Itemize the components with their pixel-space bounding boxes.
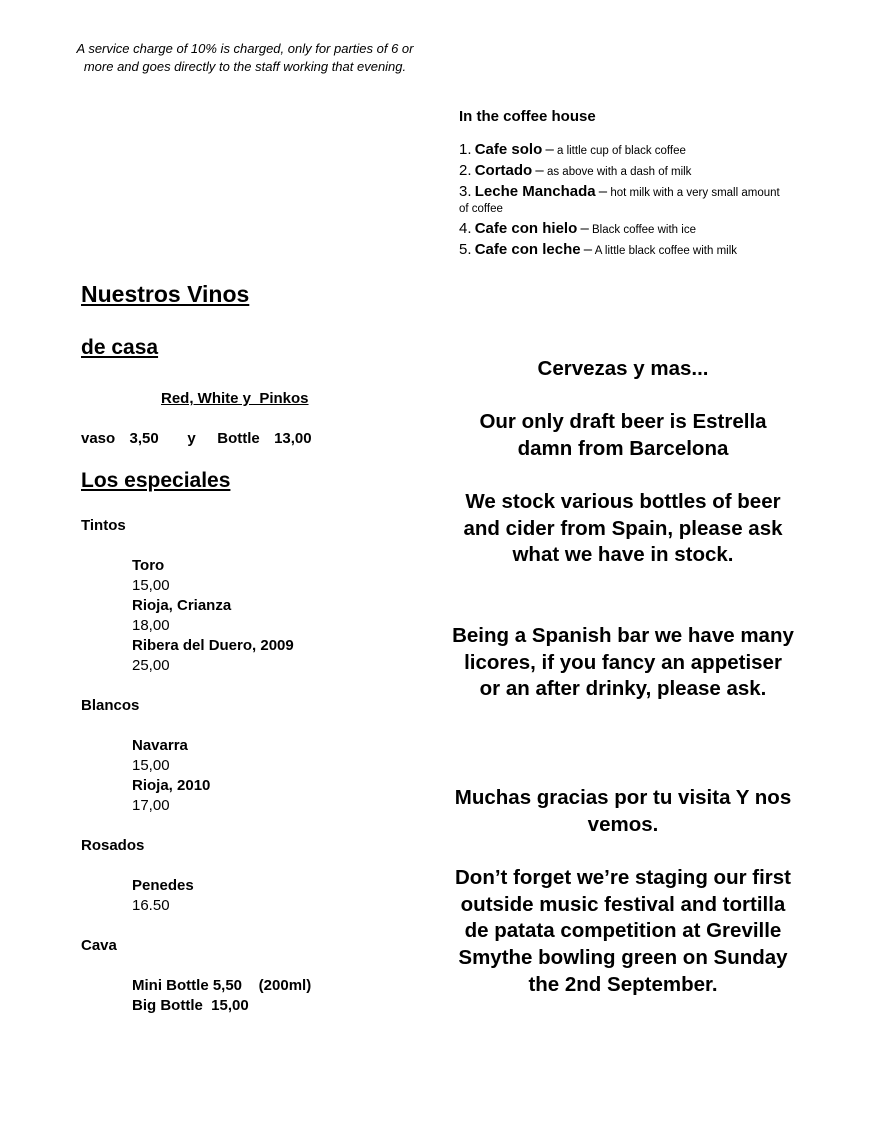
- thanks-text: Muchas gracias por tu visita Y nos vemos.: [454, 786, 792, 836]
- wine-list-blancos: [132, 736, 210, 816]
- category-cava: Cava: [81, 937, 117, 954]
- coffee-item-name: Cortado: [474, 162, 533, 179]
- coffee-section: [459, 108, 789, 263]
- licores-text: Being a Spanish bar we have many licores, if you fancy an appetiser or an after drinky, please ask.: [452, 624, 794, 701]
- coffee-item: 2. Cortado – as above with a dash of milk: [459, 162, 692, 179]
- wine-list-rosados: [132, 876, 194, 916]
- category-tintos: Tintos: [81, 517, 126, 534]
- specials-title: Los especiales: [81, 469, 231, 492]
- coffee-item-name: Cafe solo: [474, 141, 543, 158]
- coffee-item-name: Cafe con leche: [474, 241, 581, 258]
- coffee-item: 4. Cafe con hielo – Black coffee with ice: [459, 220, 696, 237]
- coffee-item: 1. Cafe solo – a little cup of black coffee: [459, 141, 686, 158]
- wine-list-tintos: [132, 556, 294, 676]
- coffee-item-desc: a little cup of black coffee: [556, 145, 686, 157]
- wine-price: 17,00: [132, 797, 170, 814]
- draft-beer-text: Our only draft beer is Estrella damn from Barcelona: [479, 410, 767, 460]
- house-wine-types: Red, White y Pinkos: [161, 390, 309, 407]
- bottled-beer-text: We stock various bottles of beer and cider from Spain, please ask what we have in stock.: [463, 490, 783, 567]
- wine-list-cava: [132, 976, 311, 1016]
- coffee-item: 3. Leche Manchada – hot milk with a very small amount of coffee: [459, 183, 780, 215]
- wine-price: 25,00: [132, 657, 170, 674]
- coffee-item-desc: as above with a dash of milk: [546, 166, 692, 178]
- wine-name: Rioja, 2010: [132, 777, 211, 794]
- service-charge-note: A service charge of 10% is charged, only for parties of 6 or more and goes directly to the staff working that evening.: [76, 41, 414, 74]
- festival-text: Don’t forget we’re staging our first outside music festival and tortilla de patata competition at Greville Smythe bowling green on Sunday the 2nd September.: [455, 866, 791, 996]
- cava-item: Mini Bottle 5,50 (200ml): [132, 977, 312, 994]
- coffee-item: 5. Cafe con leche – A little black coffee with milk: [459, 241, 738, 258]
- wine-name: Rioja, Crianza: [132, 597, 232, 614]
- coffee-title: In the coffee house: [459, 108, 596, 125]
- category-rosados: Rosados: [81, 837, 145, 854]
- wine-name: Penedes: [132, 877, 194, 894]
- wines-title: Nuestros Vinos: [81, 281, 250, 307]
- wine-price: 15,00: [132, 577, 170, 594]
- category-blancos: Blancos: [81, 697, 140, 714]
- house-wine-title: de casa: [81, 336, 159, 359]
- coffee-item-desc: Black coffee with ice: [592, 224, 696, 236]
- wine-name: Ribera del Duero, 2009: [132, 637, 294, 654]
- coffee-item-name: Cafe con hielo: [474, 220, 578, 237]
- cava-item: Big Bottle 15,00: [132, 997, 249, 1014]
- wine-name: Toro: [132, 557, 165, 574]
- wine-price: 16.50: [132, 897, 170, 914]
- coffee-item-desc: A little black coffee with milk: [594, 245, 738, 257]
- wine-price: 15,00: [132, 757, 170, 774]
- beer-title: Cervezas y mas...: [537, 357, 709, 380]
- wine-price: 18,00: [132, 617, 170, 634]
- wine-name: Navarra: [132, 737, 188, 754]
- coffee-item-desc: hot milk with a very small amount of coffee: [459, 187, 780, 215]
- coffee-item-name: Leche Manchada: [474, 183, 596, 200]
- house-wine-prices: vaso 3,50 y Bottle 13,00: [81, 430, 312, 447]
